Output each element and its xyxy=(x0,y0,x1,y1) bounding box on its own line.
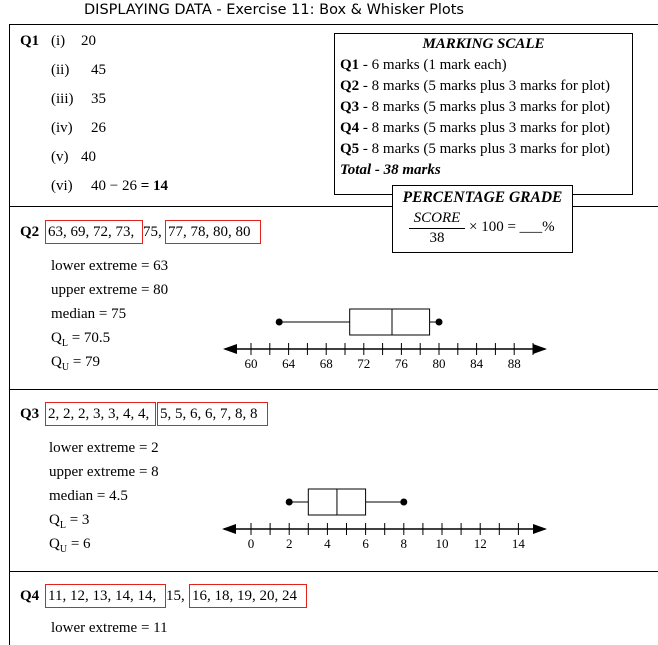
min-point xyxy=(276,319,283,326)
q3-lower-quartile: $Q_L = 3$ xyxy=(49,512,90,531)
tick-label: 10 xyxy=(435,536,449,551)
answer-result: = 14 xyxy=(140,178,169,194)
tick-label: 84 xyxy=(470,356,484,371)
page-title: DISPLAYING DATA - Exercise 11: Box & Whisker Plots xyxy=(84,2,464,18)
q4-median-value: 15, xyxy=(166,588,185,604)
answer-value: 26 xyxy=(91,120,106,136)
percentage-formula: × 100 = ___% xyxy=(469,219,555,235)
answer-value: 40 − 26 xyxy=(91,178,141,194)
q2-median: median = 75 xyxy=(51,306,127,322)
q2-lower-group: 63, 69, 72, 73, xyxy=(48,224,135,240)
tick-label: 2 xyxy=(285,536,293,551)
answer-number: (ii) xyxy=(51,62,70,78)
q3-lower-extreme: lower extreme = 2 xyxy=(49,440,159,456)
marks-text: - 8 marks (5 marks plus 3 marks for plot) xyxy=(359,120,610,136)
max-point xyxy=(400,499,407,506)
q2-lower-extreme: lower extreme = 63 xyxy=(51,258,169,274)
q3-lower-group: 2, 2, 2, 3, 3, 4, 4, xyxy=(48,406,150,422)
max-point xyxy=(436,319,443,326)
marks-text: - 8 marks (5 marks plus 3 marks for plot) xyxy=(359,99,610,115)
tick-label: 64 xyxy=(282,356,296,371)
q2-median-value: 75, xyxy=(143,224,162,240)
question-id: Q3 xyxy=(340,99,360,115)
q3-label: Q3 xyxy=(20,406,40,422)
percentage-grade-title: PERCENTAGE GRADE xyxy=(402,189,563,206)
tick-label: 6 xyxy=(362,536,369,551)
answer-value: 20 xyxy=(81,33,96,49)
marking-scale-total: Total - 38 marks xyxy=(340,162,441,178)
question-id: Q1 xyxy=(340,57,360,73)
tick-label: 72 xyxy=(357,356,371,371)
interquartile-box xyxy=(350,309,430,335)
answer-number: (v) xyxy=(51,149,69,165)
q2-lower-quartile: $Q_L = 70.5$ xyxy=(51,330,111,349)
q4-upper-group: 16, 18, 19, 20, 24 xyxy=(192,588,297,604)
q3-upper-extreme: upper extreme = 8 xyxy=(49,464,159,480)
marks-text: - 8 marks (5 marks plus 3 marks for plot) xyxy=(359,141,610,157)
question-id: Q2 xyxy=(340,78,360,94)
arrow-left-icon xyxy=(223,344,237,354)
q4-lower-group: 11, 12, 13, 14, 14, xyxy=(48,588,157,604)
question-id: Q5 xyxy=(340,141,360,157)
answer-number: (iv) xyxy=(51,120,73,136)
tick-label: 14 xyxy=(511,536,525,551)
tick-label: 12 xyxy=(473,536,487,551)
arrow-left-icon xyxy=(222,524,236,534)
tick-label: 88 xyxy=(507,356,521,371)
q4-label: Q4 xyxy=(20,588,40,604)
tick-label: 76 xyxy=(394,356,408,371)
q1-label: Q1 xyxy=(20,33,40,49)
tick-label: 60 xyxy=(244,356,258,371)
answer-value: 40 xyxy=(81,149,96,165)
marks-text: - 6 marks (1 mark each) xyxy=(359,57,507,73)
q2-upper-group: 77, 78, 80, 80 xyxy=(168,224,251,240)
q4-lower-extreme: lower extreme = 11 xyxy=(51,620,168,636)
q3-upper-quartile: $Q_U = 6$ xyxy=(49,536,91,555)
arrow-right-icon xyxy=(533,524,547,534)
answer-value: 45 xyxy=(91,62,106,78)
q2-upper-quartile: $Q_U = 79$ xyxy=(51,354,101,373)
tick-label: 68 xyxy=(319,356,333,371)
answer-number: (iii) xyxy=(51,91,74,107)
q2-label: Q2 xyxy=(20,224,40,240)
q3-upper-group: 5, 5, 6, 6, 7, 8, 8 xyxy=(160,406,258,422)
answer-number: (i) xyxy=(51,33,66,49)
tick-label: 80 xyxy=(432,356,446,371)
question-id: Q4 xyxy=(340,120,360,136)
answer-number: (vi) xyxy=(51,178,73,194)
answer-value: 35 xyxy=(91,91,106,107)
marks-text: - 8 marks (5 marks plus 3 marks for plot) xyxy=(359,78,610,94)
q3-median: median = 4.5 xyxy=(49,488,128,504)
fraction-denominator: 38 xyxy=(429,230,445,246)
tick-label: 4 xyxy=(324,536,331,551)
min-point xyxy=(286,499,293,506)
fraction-numerator: SCORE xyxy=(409,210,465,229)
marking-scale-title: MARKING SCALE xyxy=(422,36,545,52)
arrow-right-icon xyxy=(533,344,547,354)
tick-label: 0 xyxy=(247,536,255,551)
tick-label: 8 xyxy=(400,536,408,551)
q2-upper-extreme: upper extreme = 80 xyxy=(51,282,169,298)
